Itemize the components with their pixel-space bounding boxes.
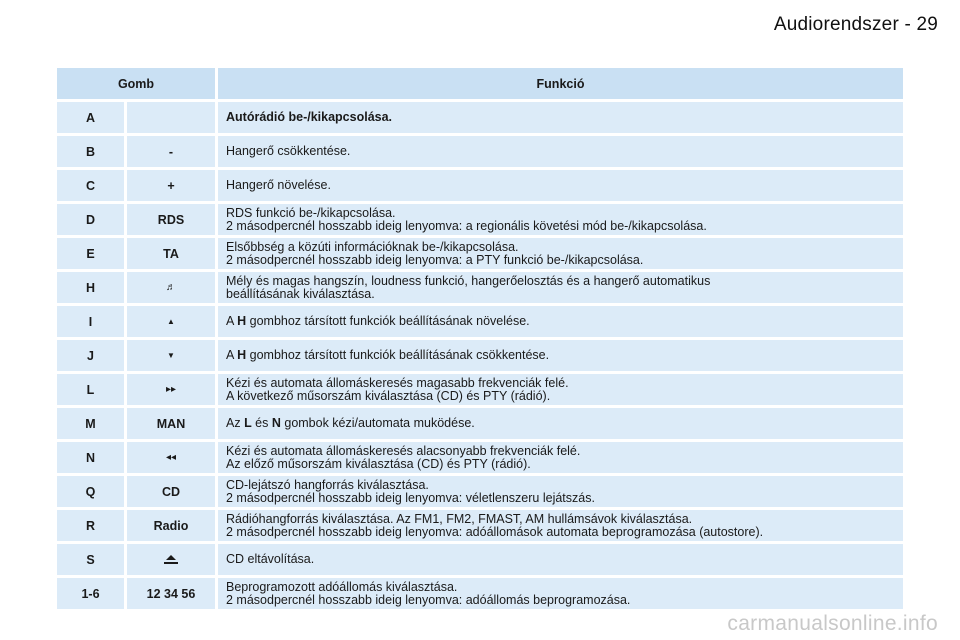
button-symbol: TA xyxy=(127,238,215,269)
button-symbol xyxy=(127,544,215,575)
table-row xyxy=(57,272,903,303)
table-row xyxy=(57,340,903,371)
function-description xyxy=(218,204,903,235)
description-line: CD-lejátszó hangforrás kiválasztása. xyxy=(226,477,429,492)
description-line: Hangerő csökkentése. xyxy=(226,144,351,158)
table-row xyxy=(57,544,903,575)
button-ref: N xyxy=(271,416,281,430)
function-description xyxy=(218,476,903,507)
rewind-icon: ◂◂ xyxy=(165,452,177,463)
button-symbol xyxy=(127,306,215,337)
table-header xyxy=(57,68,903,99)
button-letter: I xyxy=(57,306,124,337)
button-symbol xyxy=(127,272,215,303)
eject-icon xyxy=(164,555,178,564)
button-letter: D xyxy=(57,204,124,235)
description-line xyxy=(226,315,530,328)
button-letter: C xyxy=(57,170,124,201)
button-symbol: + xyxy=(127,170,215,201)
button-letter: E xyxy=(57,238,124,269)
button-symbol: - xyxy=(127,136,215,167)
button-letter: N xyxy=(57,442,124,473)
table-row xyxy=(57,306,903,337)
description-text: gombhoz társított funkciók beállításának csökkentése. xyxy=(246,348,550,362)
table-row xyxy=(57,408,903,439)
button-letter: L xyxy=(57,374,124,405)
table-row xyxy=(57,102,903,133)
description-text: gombok kézi/automata muködése. xyxy=(280,416,475,430)
function-table xyxy=(57,68,903,612)
eject-triangle xyxy=(166,555,176,560)
function-description xyxy=(218,238,903,269)
button-symbol xyxy=(127,340,215,371)
function-description xyxy=(218,544,903,575)
button-letter: 1-6 xyxy=(57,578,124,609)
description-line xyxy=(226,417,475,430)
table-row xyxy=(57,476,903,507)
button-symbol: Radio xyxy=(127,510,215,541)
column-header-funkcio: Funkció xyxy=(218,68,903,99)
button-letter: R xyxy=(57,510,124,541)
button-ref: L xyxy=(244,416,252,430)
description-text: A xyxy=(226,314,238,328)
function-description xyxy=(218,306,903,337)
fast-forward-icon: ▸▸ xyxy=(165,384,177,395)
button-symbol: 12 34 56 xyxy=(127,578,215,609)
description-line: Kézi és automata állomáskeresés magasabb frekvenciák felé. xyxy=(226,375,569,390)
description-line: 2 másodpercnél hosszabb ideig lenyomva: a regionális követési mód be-/kikapcsolása. xyxy=(226,218,707,233)
description-line: Elsőbbség a közúti információknak be-/kikapcsolása. xyxy=(226,239,519,254)
table-row xyxy=(57,442,903,473)
button-symbol xyxy=(127,442,215,473)
table-row xyxy=(57,170,903,201)
function-description xyxy=(218,408,903,439)
description-line: beállításának kiválasztása. xyxy=(226,286,375,301)
column-header-gomb: Gomb xyxy=(57,68,215,99)
button-letter: B xyxy=(57,136,124,167)
table-row xyxy=(57,136,903,167)
table-row xyxy=(57,238,903,269)
button-letter: M xyxy=(57,408,124,439)
eject-bar xyxy=(164,562,178,564)
description-line: 2 másodpercnél hosszabb ideig lenyomva: adóállomások automata beprogramozása (autostore). xyxy=(226,524,764,539)
table-row xyxy=(57,374,903,405)
button-symbol xyxy=(127,374,215,405)
function-description xyxy=(218,102,903,133)
button-ref: H xyxy=(237,314,247,328)
triangle-down-icon: ▼ xyxy=(167,351,175,360)
description-text: A xyxy=(226,348,238,362)
description-line: Autórádió be-/kikapcsolása. xyxy=(226,110,393,124)
function-description xyxy=(218,340,903,371)
function-description xyxy=(218,578,903,609)
description-line: RDS funkció be-/kikapcsolása. xyxy=(226,205,396,220)
description-line: 2 másodpercnél hosszabb ideig lenyomva: a PTY funkció be-/kikapcsolása. xyxy=(226,252,644,267)
music-note-icon: ♬ xyxy=(166,282,176,293)
button-symbol: RDS xyxy=(127,204,215,235)
function-description xyxy=(218,136,903,167)
function-description xyxy=(218,374,903,405)
triangle-up-icon: ▲ xyxy=(167,317,175,326)
button-symbol xyxy=(127,102,215,133)
description-line: Rádióhangforrás kiválasztása. Az FM1, FM2, FMAST, AM hullámsávok kiválasztása. xyxy=(226,511,693,526)
button-letter: J xyxy=(57,340,124,371)
description-line: Mély és magas hangszín, loudness funkció, hangerőelosztás és a hangerő automatikus xyxy=(226,273,711,288)
function-description xyxy=(218,442,903,473)
description-text: gombhoz társított funkciók beállításának növelése. xyxy=(246,314,530,328)
button-symbol: MAN xyxy=(127,408,215,439)
button-letter: A xyxy=(57,102,124,133)
watermark: carmanualsonline.info xyxy=(727,612,938,635)
description-text: Az xyxy=(226,416,245,430)
table-row xyxy=(57,578,903,609)
description-line: Kézi és automata állomáskeresés alacsonyabb frekvenciák felé. xyxy=(226,443,581,458)
description-line: A következő műsorszám kiválasztása (CD) és PTY (rádió). xyxy=(226,388,551,403)
function-description xyxy=(218,272,903,303)
button-letter: Q xyxy=(57,476,124,507)
description-text: és xyxy=(251,416,272,430)
description-line: Beprogramozott adóállomás kiválasztása. xyxy=(226,579,458,594)
description-line xyxy=(226,349,549,362)
description-line: Az előző műsorszám kiválasztása (CD) és PTY (rádió). xyxy=(226,456,531,471)
table-row xyxy=(57,204,903,235)
function-description xyxy=(218,170,903,201)
description-line: Hangerő növelése. xyxy=(226,178,331,192)
description-line: 2 másodpercnél hosszabb ideig lenyomva: véletlenszeru lejátszás. xyxy=(226,490,595,505)
button-symbol: CD xyxy=(127,476,215,507)
button-letter: H xyxy=(57,272,124,303)
button-ref: H xyxy=(237,348,247,362)
button-letter: S xyxy=(57,544,124,575)
function-description xyxy=(218,510,903,541)
table-row xyxy=(57,510,903,541)
description-line: CD eltávolítása. xyxy=(226,552,315,566)
page-title: Audiorendszer - 29 xyxy=(773,14,938,35)
description-line: 2 másodpercnél hosszabb ideig lenyomva: adóállomás beprogramozása. xyxy=(226,592,631,607)
